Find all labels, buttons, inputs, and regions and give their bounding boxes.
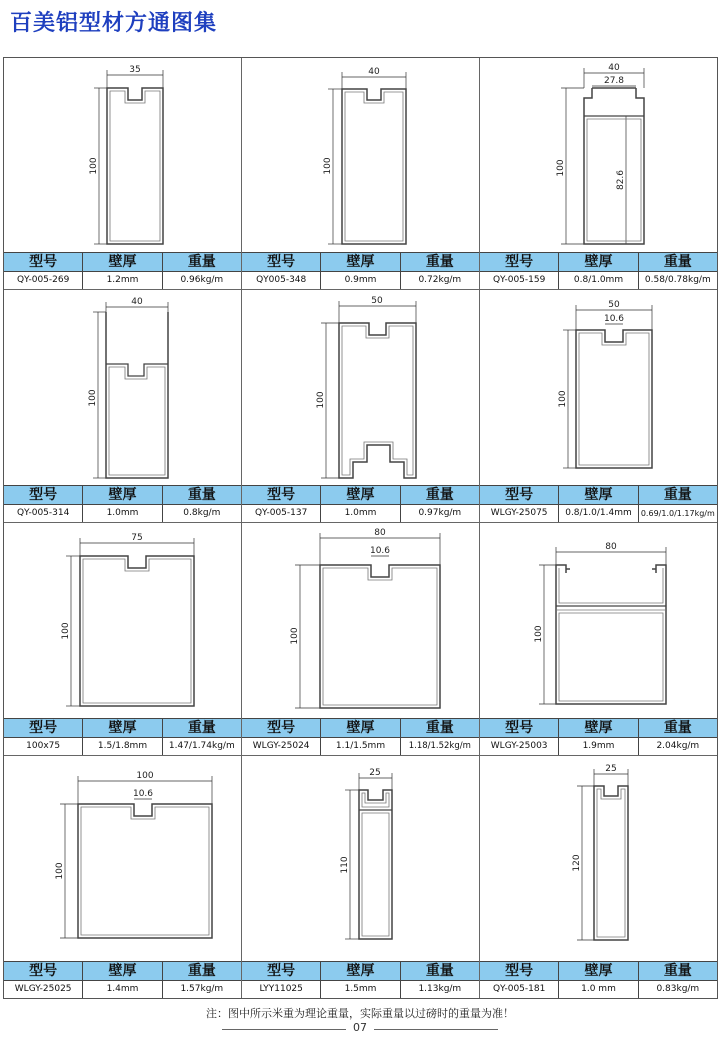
model-value: WLGY-25003 bbox=[480, 738, 559, 755]
thickness-value: 1.9mm bbox=[559, 738, 638, 755]
profile-drawing bbox=[4, 58, 241, 253]
weight-value: 0.97kg/m bbox=[418, 508, 462, 518]
footnote: 注：图中所示米重为理论重量，实际重量以过磅时的重量为准！ bbox=[206, 1007, 514, 1020]
thickness-header: 壁厚 bbox=[321, 253, 400, 271]
product-cell bbox=[480, 756, 717, 998]
model-value: WLGY-25075 bbox=[480, 505, 559, 522]
product-cell bbox=[480, 290, 717, 523]
model-header: 型号 bbox=[242, 962, 321, 980]
model-header: 型号 bbox=[242, 719, 321, 737]
model-header: 型号 bbox=[242, 486, 321, 504]
weight-header: 重量 bbox=[187, 487, 216, 503]
weight-value: 0.8kg/m bbox=[183, 508, 221, 518]
page-title: 百美铝型材方通图集 bbox=[10, 11, 218, 36]
height-dim-label: 100 bbox=[89, 157, 99, 175]
weight-header: 重量 bbox=[425, 720, 454, 736]
model-header: 型号 bbox=[480, 962, 559, 980]
profile-drawing bbox=[242, 58, 479, 253]
width-dim-label: 40 bbox=[131, 297, 143, 307]
page-divider-right bbox=[374, 1029, 498, 1030]
profile-drawing bbox=[4, 756, 241, 961]
thickness-header: 壁厚 bbox=[321, 486, 400, 504]
spec-table bbox=[480, 961, 717, 998]
model-value: QY005-348 bbox=[242, 272, 321, 289]
inner-height-dim-label: 82.6 bbox=[616, 169, 626, 191]
inner-width-dim-label: 10.6 bbox=[369, 546, 391, 556]
weight-header: 重量 bbox=[187, 963, 216, 979]
thickness-value: 1.5mm bbox=[321, 981, 400, 998]
weight-value: 1.57kg/m bbox=[180, 984, 224, 994]
model-value: WLGY-25025 bbox=[4, 981, 83, 998]
model-header: 型号 bbox=[4, 486, 83, 504]
product-cell bbox=[4, 523, 242, 756]
profile-drawing bbox=[480, 290, 717, 486]
inner-width-dim-label: 10.6 bbox=[603, 314, 625, 324]
weight-header: 重量 bbox=[663, 720, 692, 736]
spec-table bbox=[4, 252, 241, 289]
product-cell bbox=[242, 290, 480, 523]
thickness-header: 壁厚 bbox=[559, 962, 638, 980]
spec-table bbox=[242, 961, 479, 998]
spec-table bbox=[242, 718, 479, 755]
spec-table bbox=[480, 485, 717, 522]
inner-width-dim-label: 27.8 bbox=[603, 76, 625, 86]
weight-header: 重量 bbox=[663, 487, 692, 503]
thickness-value: 1.5/1.8mm bbox=[83, 738, 162, 755]
height-dim-label: 100 bbox=[61, 622, 71, 640]
model-value: QY-005-159 bbox=[480, 272, 559, 289]
model-value: QY-005-314 bbox=[4, 505, 83, 522]
model-header: 型号 bbox=[4, 719, 83, 737]
width-dim-label: 40 bbox=[368, 67, 380, 77]
profile-catalog-grid bbox=[3, 57, 718, 999]
height-dim-label: 100 bbox=[534, 625, 544, 643]
weight-value: 0.96kg/m bbox=[180, 275, 224, 285]
width-dim-label: 50 bbox=[371, 296, 383, 306]
spec-table bbox=[480, 718, 717, 755]
model-header: 型号 bbox=[480, 486, 559, 504]
width-dim-label: 25 bbox=[369, 768, 381, 778]
weight-value: 0.58/0.78kg/m bbox=[644, 275, 711, 285]
weight-value: 1.13kg/m bbox=[418, 984, 462, 994]
weight-value: 0.72kg/m bbox=[418, 275, 462, 285]
model-value: QY-005-269 bbox=[4, 272, 83, 289]
weight-header: 重量 bbox=[425, 487, 454, 503]
height-dim-label: 100 bbox=[316, 391, 326, 409]
spec-table bbox=[480, 252, 717, 289]
model-value: WLGY-25024 bbox=[242, 738, 321, 755]
profile-drawing bbox=[4, 523, 241, 719]
weight-value: 1.18/1.52kg/m bbox=[408, 741, 471, 751]
thickness-header: 壁厚 bbox=[559, 719, 638, 737]
product-cell bbox=[4, 290, 242, 523]
profile-drawing bbox=[242, 523, 479, 719]
weight-value: 2.04kg/m bbox=[656, 741, 700, 751]
spec-table bbox=[4, 485, 241, 522]
width-dim-label: 75 bbox=[131, 533, 143, 543]
thickness-header: 壁厚 bbox=[321, 719, 400, 737]
thickness-value: 1.0mm bbox=[321, 505, 400, 522]
thickness-value: 1.4mm bbox=[83, 981, 162, 998]
height-dim-label: 100 bbox=[558, 390, 568, 408]
width-dim-label: 50 bbox=[608, 300, 620, 310]
width-dim-label: 80 bbox=[605, 542, 617, 552]
inner-width-dim-label: 10.6 bbox=[132, 789, 154, 799]
product-cell bbox=[480, 58, 717, 290]
model-header: 型号 bbox=[4, 253, 83, 271]
height-dim-label: 110 bbox=[340, 856, 350, 874]
height-dim-label: 100 bbox=[55, 862, 65, 880]
model-value: LYY11025 bbox=[242, 981, 321, 998]
weight-header: 重量 bbox=[663, 254, 692, 270]
profile-drawing bbox=[480, 756, 717, 961]
model-value: QY-005-181 bbox=[480, 981, 559, 998]
thickness-value: 1.0mm bbox=[83, 505, 162, 522]
height-dim-label: 120 bbox=[572, 854, 582, 872]
model-header: 型号 bbox=[242, 253, 321, 271]
weight-value: 0.69/1.0/1.17kg/m bbox=[640, 509, 715, 518]
height-dim-label: 100 bbox=[323, 157, 333, 175]
profile-drawing bbox=[480, 58, 717, 253]
product-cell bbox=[480, 523, 717, 756]
thickness-value: 1.1/1.5mm bbox=[321, 738, 400, 755]
model-header: 型号 bbox=[480, 253, 559, 271]
profile-drawing bbox=[480, 523, 717, 719]
weight-value: 0.83kg/m bbox=[656, 984, 700, 994]
spec-table bbox=[242, 485, 479, 522]
spec-table bbox=[4, 961, 241, 998]
thickness-header: 壁厚 bbox=[559, 253, 638, 271]
thickness-header: 壁厚 bbox=[321, 962, 400, 980]
width-dim-label: 100 bbox=[136, 771, 154, 781]
profile-drawing bbox=[4, 290, 241, 486]
weight-header: 重量 bbox=[187, 720, 216, 736]
thickness-value: 0.9mm bbox=[321, 272, 400, 289]
weight-value: 1.47/1.74kg/m bbox=[168, 741, 235, 751]
height-dim-label: 100 bbox=[88, 389, 98, 407]
weight-header: 重量 bbox=[425, 254, 454, 270]
thickness-value: 1.0 mm bbox=[559, 981, 638, 998]
product-cell bbox=[242, 756, 480, 998]
thickness-value: 0.8/1.0mm bbox=[559, 272, 638, 289]
profile-drawing bbox=[242, 756, 479, 961]
thickness-value: 1.2mm bbox=[83, 272, 162, 289]
spec-table bbox=[4, 718, 241, 755]
thickness-value: 0.8/1.0/1.4mm bbox=[559, 505, 638, 522]
model-value: QY-005-137 bbox=[242, 505, 321, 522]
page-number: 07 bbox=[353, 1021, 367, 1034]
product-cell bbox=[242, 58, 480, 290]
thickness-header: 壁厚 bbox=[83, 253, 162, 271]
model-value: 100x75 bbox=[4, 738, 83, 755]
height-dim-label: 100 bbox=[556, 159, 566, 177]
weight-header: 重量 bbox=[663, 963, 692, 979]
product-cell bbox=[4, 58, 242, 290]
width-dim-label: 80 bbox=[374, 528, 386, 538]
profile-drawing bbox=[242, 290, 479, 486]
thickness-header: 壁厚 bbox=[83, 719, 162, 737]
thickness-header: 壁厚 bbox=[83, 962, 162, 980]
height-dim-label: 100 bbox=[290, 627, 300, 645]
spec-table bbox=[242, 252, 479, 289]
weight-header: 重量 bbox=[425, 963, 454, 979]
width-dim-label: 35 bbox=[129, 65, 141, 75]
thickness-header: 壁厚 bbox=[559, 486, 638, 504]
thickness-header: 壁厚 bbox=[83, 486, 162, 504]
model-header: 型号 bbox=[480, 719, 559, 737]
width-dim-label: 25 bbox=[605, 764, 617, 774]
model-header: 型号 bbox=[4, 962, 83, 980]
weight-header: 重量 bbox=[187, 254, 216, 270]
product-cell bbox=[242, 523, 480, 756]
product-cell bbox=[4, 756, 242, 998]
width-dim-label: 40 bbox=[608, 63, 620, 73]
